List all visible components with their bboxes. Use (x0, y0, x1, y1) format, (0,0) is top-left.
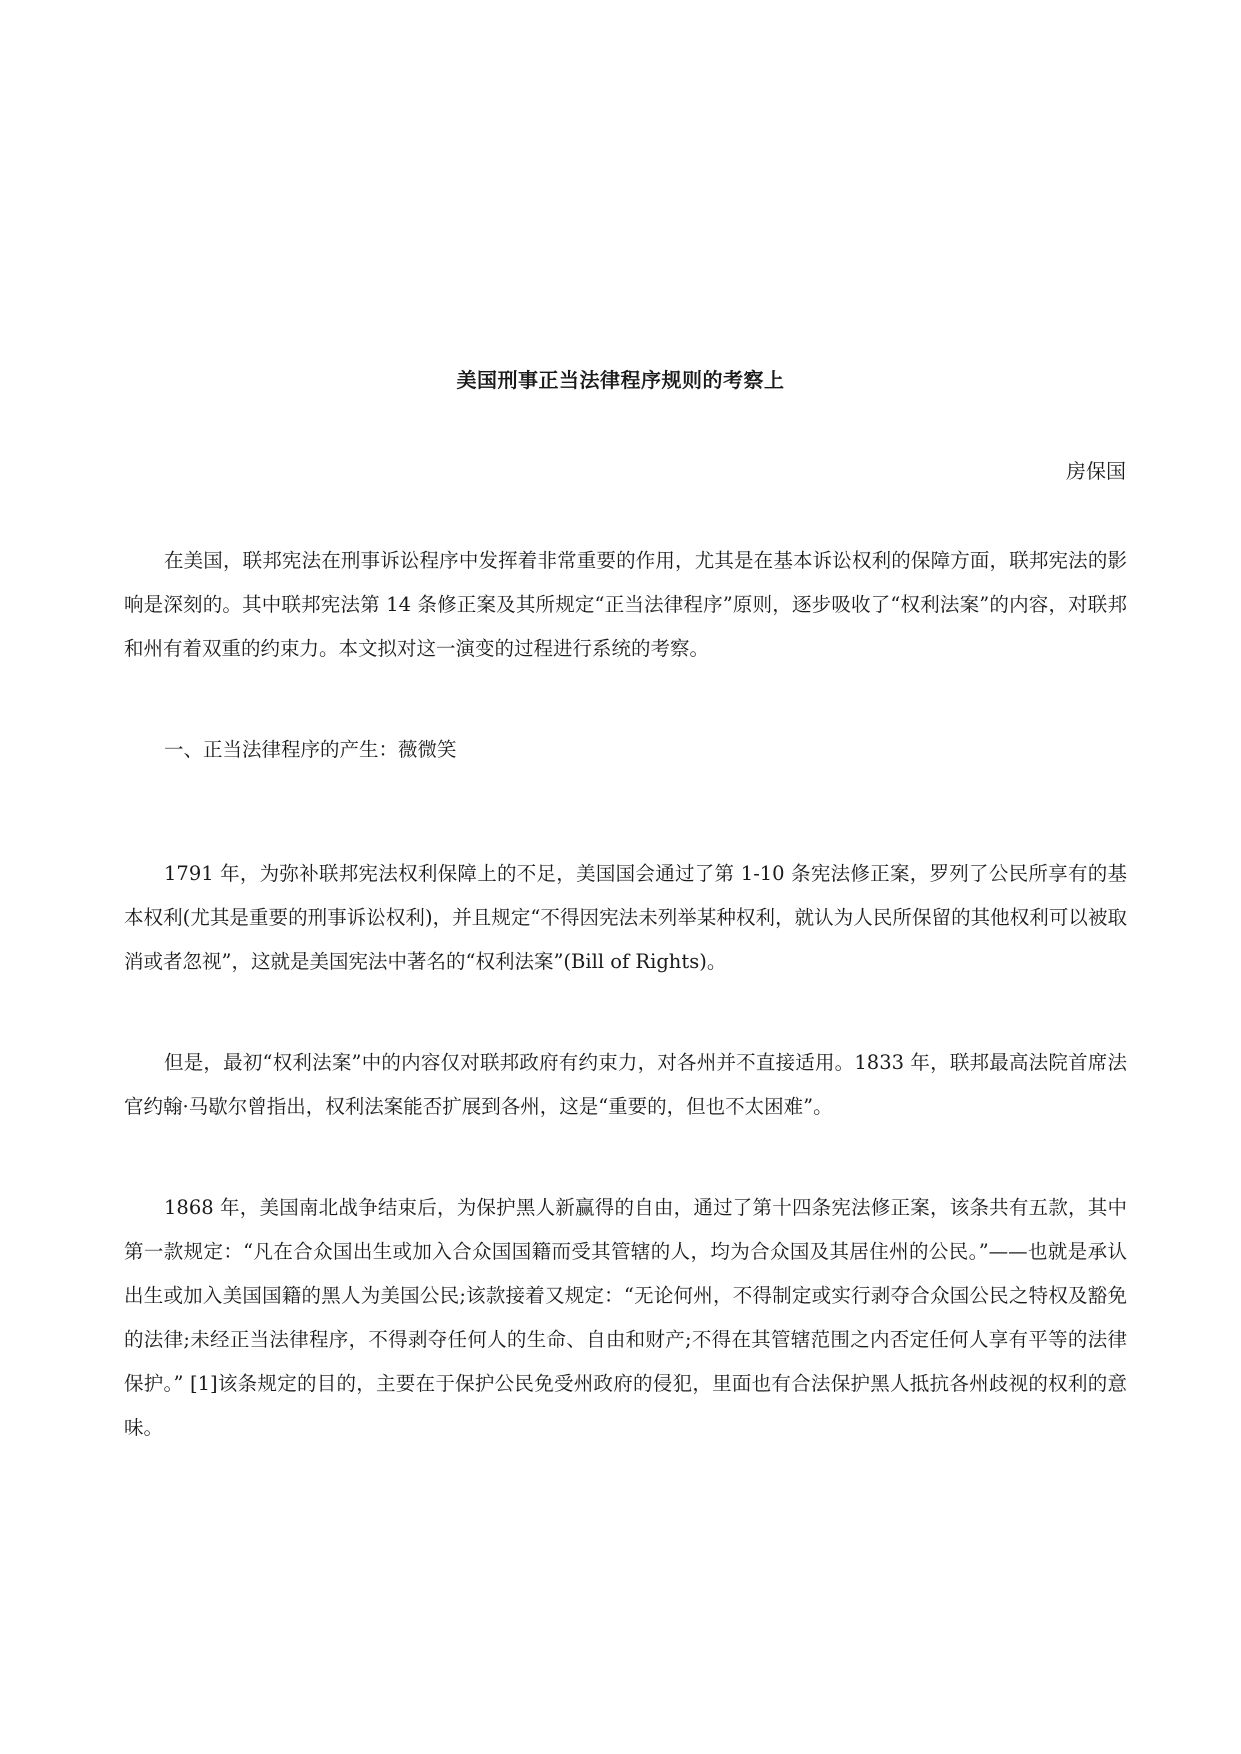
paragraph-1868: 1868 年，美国南北战争结束后，为保护黑人新赢得的自由，通过了第十四条宪法修正案，该条共有五款，其中第一款规定：“凡在合众国出生或加入合众国国籍而受其管辖的人，均为合众国及其居住州的公民。”——也就是承认出生或加入美国国籍的黑人为美国公民;该款接着又规定：“无论何州，不得制定或实行剥夺合众国公民之特权及豁免的法律;未经正当法律程序，不得剥夺任何人的生命、自由和财产;不得在其管辖范围之内否定任何人享有平等的法律保护。” [1]该条规定的目的，主要在于保护公民免受州政府的侵犯，里面也有合法保护黑人抵抗各州歧视的权利的意味。 (124, 1196, 1127, 1439)
section-heading: 一、正当法律程序的产生：薇微笑 (164, 738, 457, 761)
paragraph-1833: 但是，最初“权利法案”中的内容仅对联邦政府有约束力，对各州并不直接适用。1833 年，联邦最高法院首席法官约翰·马歇尔曾指出，权利法案能否扩展到各州，这是“重要的，但也不太困难”。 (124, 1051, 1127, 1118)
document-author: 房保国 (1066, 459, 1126, 483)
paragraph-intro: 在美国，联邦宪法在刑事诉讼程序中发挥着非常重要的作用，尤其是在基本诉讼权利的保障方面，联邦宪法的影响是深刻的。其中联邦宪法第 14 条修正案及其所规定“正当法律程序”原则，逐步吸收了“权利法案”的内容，对联邦和州有着双重的约束力。本文拟对这一演变的过程进行系统的考察。 (124, 549, 1127, 660)
paragraph-1791: 1791 年，为弥补联邦宪法权利保障上的不足，美国国会通过了第 1-10 条宪法修正案，罗列了公民所享有的基本权利(尤其是重要的刑事诉讼权利)，并且规定“不得因宪法未列举某种权利，就认为人民所保留的其他权利可以被取消或者忽视”，这就是美国宪法中著名的“权利法案”(Bill of Rights)。 (124, 862, 1127, 973)
document-title: 美国刑事正当法律程序规则的考察上 (456, 368, 785, 392)
